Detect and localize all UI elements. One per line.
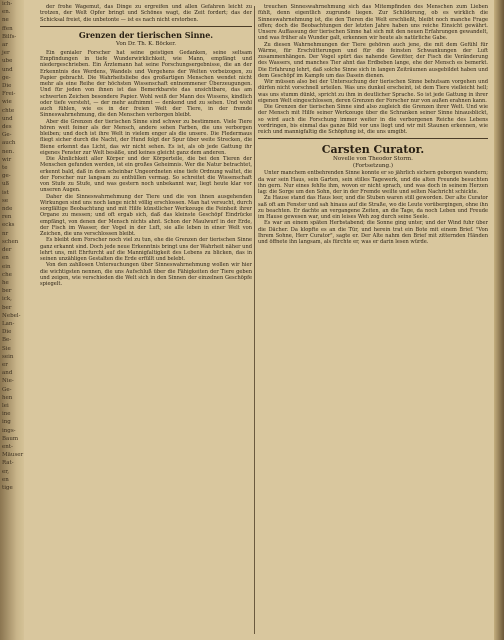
gutter-fragment: uß (2, 181, 10, 188)
gutter-fragment: und (2, 66, 13, 73)
paragraph: Es war an einem späten Herbstabend; die Sonne ging unter, und der Wind fuhr über die Dächer. Da klopfte es an die Tür, und herein trat ein Bote mit einem Brief. "Von Ihrem Sohne, Herr Curator", sagte er. Der Alte nahm den Brief mit zitternden Händen und öffnete ihn langsam, als fürchte er, was er darin lesen würde. (258, 220, 488, 245)
gutter-fragment: ecks (2, 222, 15, 229)
gutter-fragment: er (2, 361, 8, 368)
gutter-fragment: ber (2, 304, 12, 311)
gutter-fragment: Sie (2, 345, 11, 352)
article-byline: Von Dr. Th. K. Böcker. (116, 40, 176, 47)
gutter-fragment: ren (2, 214, 12, 221)
column-divider (254, 6, 255, 634)
section-rule (258, 138, 488, 139)
gutter-fragment: lei (2, 402, 9, 409)
gutter-fragment: ist (2, 189, 9, 196)
gutter-fragment: jer (2, 50, 10, 57)
previous-page-gutter (0, 0, 24, 640)
gutter-fragment: nde (2, 206, 13, 213)
paragraph: Daher die Sinneswahrnehmung der Tiere und die von ihnen ausgehenden Wirkungen sind uns noch lange nicht völlig erschlossen. Man hat versucht, durch sorgfältige Beobachtung und mit Hilfe künstlicher Werkzeuge die Feinheit ihrer Organe zu messen; und oft ergab sich, daß das kleinste Geschöpf Eindrücke empfängt, von denen der Mensch nichts ahnt. Schon der Maulwurf in der Erde, der Fisch im Wasser, der Vogel in der Luft, sie alle leben in einer Welt von Zeichen, die uns verschlossen bleibt. (40, 193, 252, 237)
gutter-fragment: wie (2, 99, 12, 106)
gutter-fragment: Mäuser (2, 452, 24, 459)
gutter-fragment: wir (2, 156, 12, 163)
gutter-fragment: ent- (2, 443, 13, 450)
gutter-fragment: che (2, 271, 12, 278)
page-edge (494, 0, 504, 640)
gutter-fragment: chte (2, 107, 15, 114)
section-rule (40, 26, 252, 27)
gutter-fragment: en (2, 255, 9, 262)
gutter-fragment: nr (2, 230, 9, 237)
article-headline: Grenzen der tierischen Sinne. (78, 29, 214, 40)
right-column (258, 4, 488, 636)
paragraph: Zu diesen Wahrnehmungen der Tiere gehören auch jene, die mit dem Gefühl für Wärme, für Erschütterungen und für die feinsten Schwankungen der Luft zusammenhängen. Der Vogel spürt das nahende Gewitter, der Fisch die Veränderung des Wassers, und manches Tier ahnt das Erdbeben lange, ehe der Mensch es bemerkt. Die Erfahrung lehrt, daß solche Sinne sich in langen Zeiträumen ausgebildet haben und dem Geschöpf im Kampfe um das Dasein dienen. (258, 41, 488, 79)
paragraph: Aber die Grenzen der tierischen Sinne sind schwer zu bestimmen. Viele Tiere hören weit feiner als der Mensch, andere sehen Farben, die uns verborgen bleiben; und doch ist ihre Welt in vielem enger als die unsere. Die Fledermaus fliegt sicher durch die Nacht, der Hund folgt der Spur über weite Strecken, die Biene erkennt das Licht, das wir nicht sehen. Es ist, als ob jede Gattung ihr eigenes Fenster zur Welt besäße, und keines gleicht ganz dem anderen. (40, 118, 252, 156)
gutter-fragment: Nebel- (2, 312, 21, 319)
gutter-fragment: ein (2, 263, 11, 270)
gutter-fragment: und (2, 115, 13, 122)
gutter-fragment: Rat- (2, 460, 14, 467)
gutter-fragment: des (2, 124, 12, 131)
gutter-fragment: schen (2, 238, 19, 245)
gutter-fragment: he (2, 279, 9, 286)
paragraph: Es bleibt dem Forscher noch viel zu tun, ehe die Grenzen der tierischen Sinne ganz erkannt sind. Doch jede neue Erkenntnis bringt uns der Wahrheit näher und lehrt uns, mit Ehrfurcht auf die Mannigfaltigkeit des Lebens zu blicken, das in seinen unzähligen Gestalten die Erde erfüllt und belebt. (40, 237, 252, 262)
paragraph: Unter manchem entbehrenden Sinne konnte er so jährlich sichern geborgen wandern; da war sein Haus, sein Garten, sein stilles Tagewerk, und die alten Freunde besuchten ihn gern. Nur eines fehlte ihm, wovon er nicht sprach, und was doch in seinem Herzen lag: die Sorge um den Sohn, der in der Fremde weilte und selten Nachricht schickte. (258, 170, 488, 195)
gutter-fragment: tige (2, 484, 13, 491)
article-continuation (258, 4, 488, 135)
gutter-fragment: se (2, 197, 9, 204)
gutter-fragment: er, (2, 468, 10, 475)
gutter-fragment: ar (2, 42, 8, 49)
gutter-fragment: Baum (2, 435, 19, 442)
paragraph: Die Grenzen der tierischen Sinne sind also zugleich die Grenzen ihrer Welt. Und wie der Mensch mit Hilfe seiner Werkzeuge über die Schranken seiner Sinne hinausblickt, so wird auch die Forschung immer weiter in die verborgenen Reiche des Lebens vordringen, bis einmal das ganze Bild vor uns liegt und wir mit Staunen erkennen, wie reich und mannigfaltig die Schöpfung ist, die uns umgibt. (258, 104, 488, 135)
gutter-fragment: der (2, 247, 12, 254)
gutter-fragment: auch (2, 140, 16, 147)
gutter-fragment: ick, (2, 296, 12, 303)
gutter-fragment: ber (2, 288, 12, 295)
gutter-fragment: ge- (2, 74, 11, 81)
paragraph: Von den zahllosen Untersuchungen über Sinneswahrnehmung wollen wir hier die wichtigsten nennen, die uns Aufschluß über die Fähigkeiten der Tiere geben und zeigen, wie verschieden die Welt sich in den Sinnen der einzelnen Geschöpfe spiegelt. (40, 262, 252, 287)
story-body (258, 170, 488, 245)
story-note: (Fortsetzung.) (352, 163, 394, 170)
gutter-fragment: en (2, 476, 9, 483)
paragraph: Wir müssen also bei der Untersuchung der tierischen Sinne behutsam vorgehen und dürfen nicht vorschnell urteilen. Was uns dunkel erscheint, ist dem Tiere vielleicht hell; was uns stumm dünkt, spricht zu ihm in deutlicher Sprache. So ist jede Gattung in ihrer eigenen Welt eingeschlossen, deren Grenzen der Forscher nur von außen erahnen kann. (258, 79, 488, 104)
paragraph: der frohe Wagemut, das Dinge zu ergreifen und allen Gefahren leicht zu trotzen, der Welt Opfer bringt und Schönes wagt, die Zeit fordert; das der Schicksal freiet, die unbetonte — ist es nach nicht erstorben. (40, 4, 252, 23)
gutter-fragment: hen (2, 394, 13, 401)
left-column-intro (40, 4, 252, 23)
gutter-fragment: sein (2, 353, 14, 360)
paragraph: Die Ähnlichkeit aller Körper und der Körperteile, die bei den Tieren der Menschen gefunden werden, ist ein großes Geheimnis. Wer die Natur betrachtet, erkennt bald, daß in dem scheinbar Ungeordneten eine tiefe Ordnung waltet, die der Forscher nur langsam zu enthüllen vermag. So schreitet die Wissenschaft von Stufe zu Stufe, und was gestern noch unbekannt war, liegt heute klar vor unseren Augen. (40, 156, 252, 194)
gutter-fragment: ffen (2, 25, 13, 32)
story-subtitle: Novelle von Theodor Storm. (333, 156, 413, 163)
gutter-fragment: Nie- (2, 378, 14, 385)
gutter-fragment: Ge- (2, 386, 12, 393)
gutter-fragment: Lan- (2, 320, 15, 327)
paragraph: Ein genialer Forscher hat seine geistigen Gedanken, seine seltsam Empfindungen in tiefe Wunderwirklichkeit, wie Mann, empfängt und niedergeschrieben. Ein Ärztemann hat seine Forschungsergebnisse, die an der Erkenntnis des Werdens, Wandels und Vergehens der Welten vorbeizogen, zu Papier gebracht. Die Wahrheitsliebe des großartigen Menschen wendet nicht mehr als eine Reihe der höchsten Wissenschaft entnommener Überzeugungen. Und für jeden von ihnen ist das Bemerkbarste das unsichtbare, das am schwerten Zeichen besondere Papier. Wohl weiß der Mann des Wissens, kindlich oder tiefe versteht, — der mehr aufnimmt — denkend und zu sehen. Und wohl auch fühlen, wie es in der freien Welt der Tiere, in der fremde Sinneswahrnehmung, die den Menschen verborgen bleibt. (40, 49, 252, 119)
gutter-fragment: ine (2, 411, 11, 418)
gutter-fragment: and (2, 370, 13, 377)
article-body (40, 50, 252, 288)
gutter-fragment: Die (2, 329, 12, 336)
paragraph: Zu Hause stand das Haus leer, und die Stuben waren still geworden. Der alte Curator saß oft am Fenster und sah hinaus auf die Straße, wo die Leute vorübergingen, ohne ihn zu beachten. Er dachte an vergangene Zeiten, an die Tage, da noch Leben und Freude im Hause gewesen war, und ein leises Weh zog durch seine Seele. (258, 195, 488, 220)
gutter-fragment: te (2, 165, 8, 172)
gutter-fragment: Ge- (2, 132, 12, 139)
story-title: Carsten Curator. (321, 143, 425, 157)
gutter-fragment: Die (2, 83, 12, 90)
gutter-fragment: ge- (2, 173, 11, 180)
gutter-fragment: ings- (2, 427, 16, 434)
gutter-fragment: Bilfs- (2, 33, 17, 40)
gutter-fragment: ich- (2, 1, 13, 7)
gutter-fragment: Frei- (2, 91, 16, 98)
gutter-fragment: ing (2, 419, 11, 426)
gutter-fragment: ube (2, 58, 13, 65)
gutter-fragment: en. (2, 9, 11, 16)
gutter-fragment: ne (2, 17, 9, 24)
left-column (40, 4, 252, 636)
gutter-fragment: nen. (2, 148, 15, 155)
paragraph: treuchen Sinneswahrnehmung sich das Mitempfinden des Menschen zum Lieben fühlt, denn eigentlich zugrunde liegen. Zur Schilderung, ob es wirklich die Sinneswahrnehmung ist, die den Tieren die Welt erschließt, bleibt noch manche Frage offen; doch die Beobachtungen der letzten Jahre haben uns reiche Einsicht gewährt. Unsere Auffassung der tierischen Sinne hat sich mit den neuen Erfahrungen gewandelt, und was früher als Wunder galt, erkennen wir heute als natürliche Gabe. (258, 4, 488, 42)
gutter-fragment: Be- (2, 337, 12, 344)
